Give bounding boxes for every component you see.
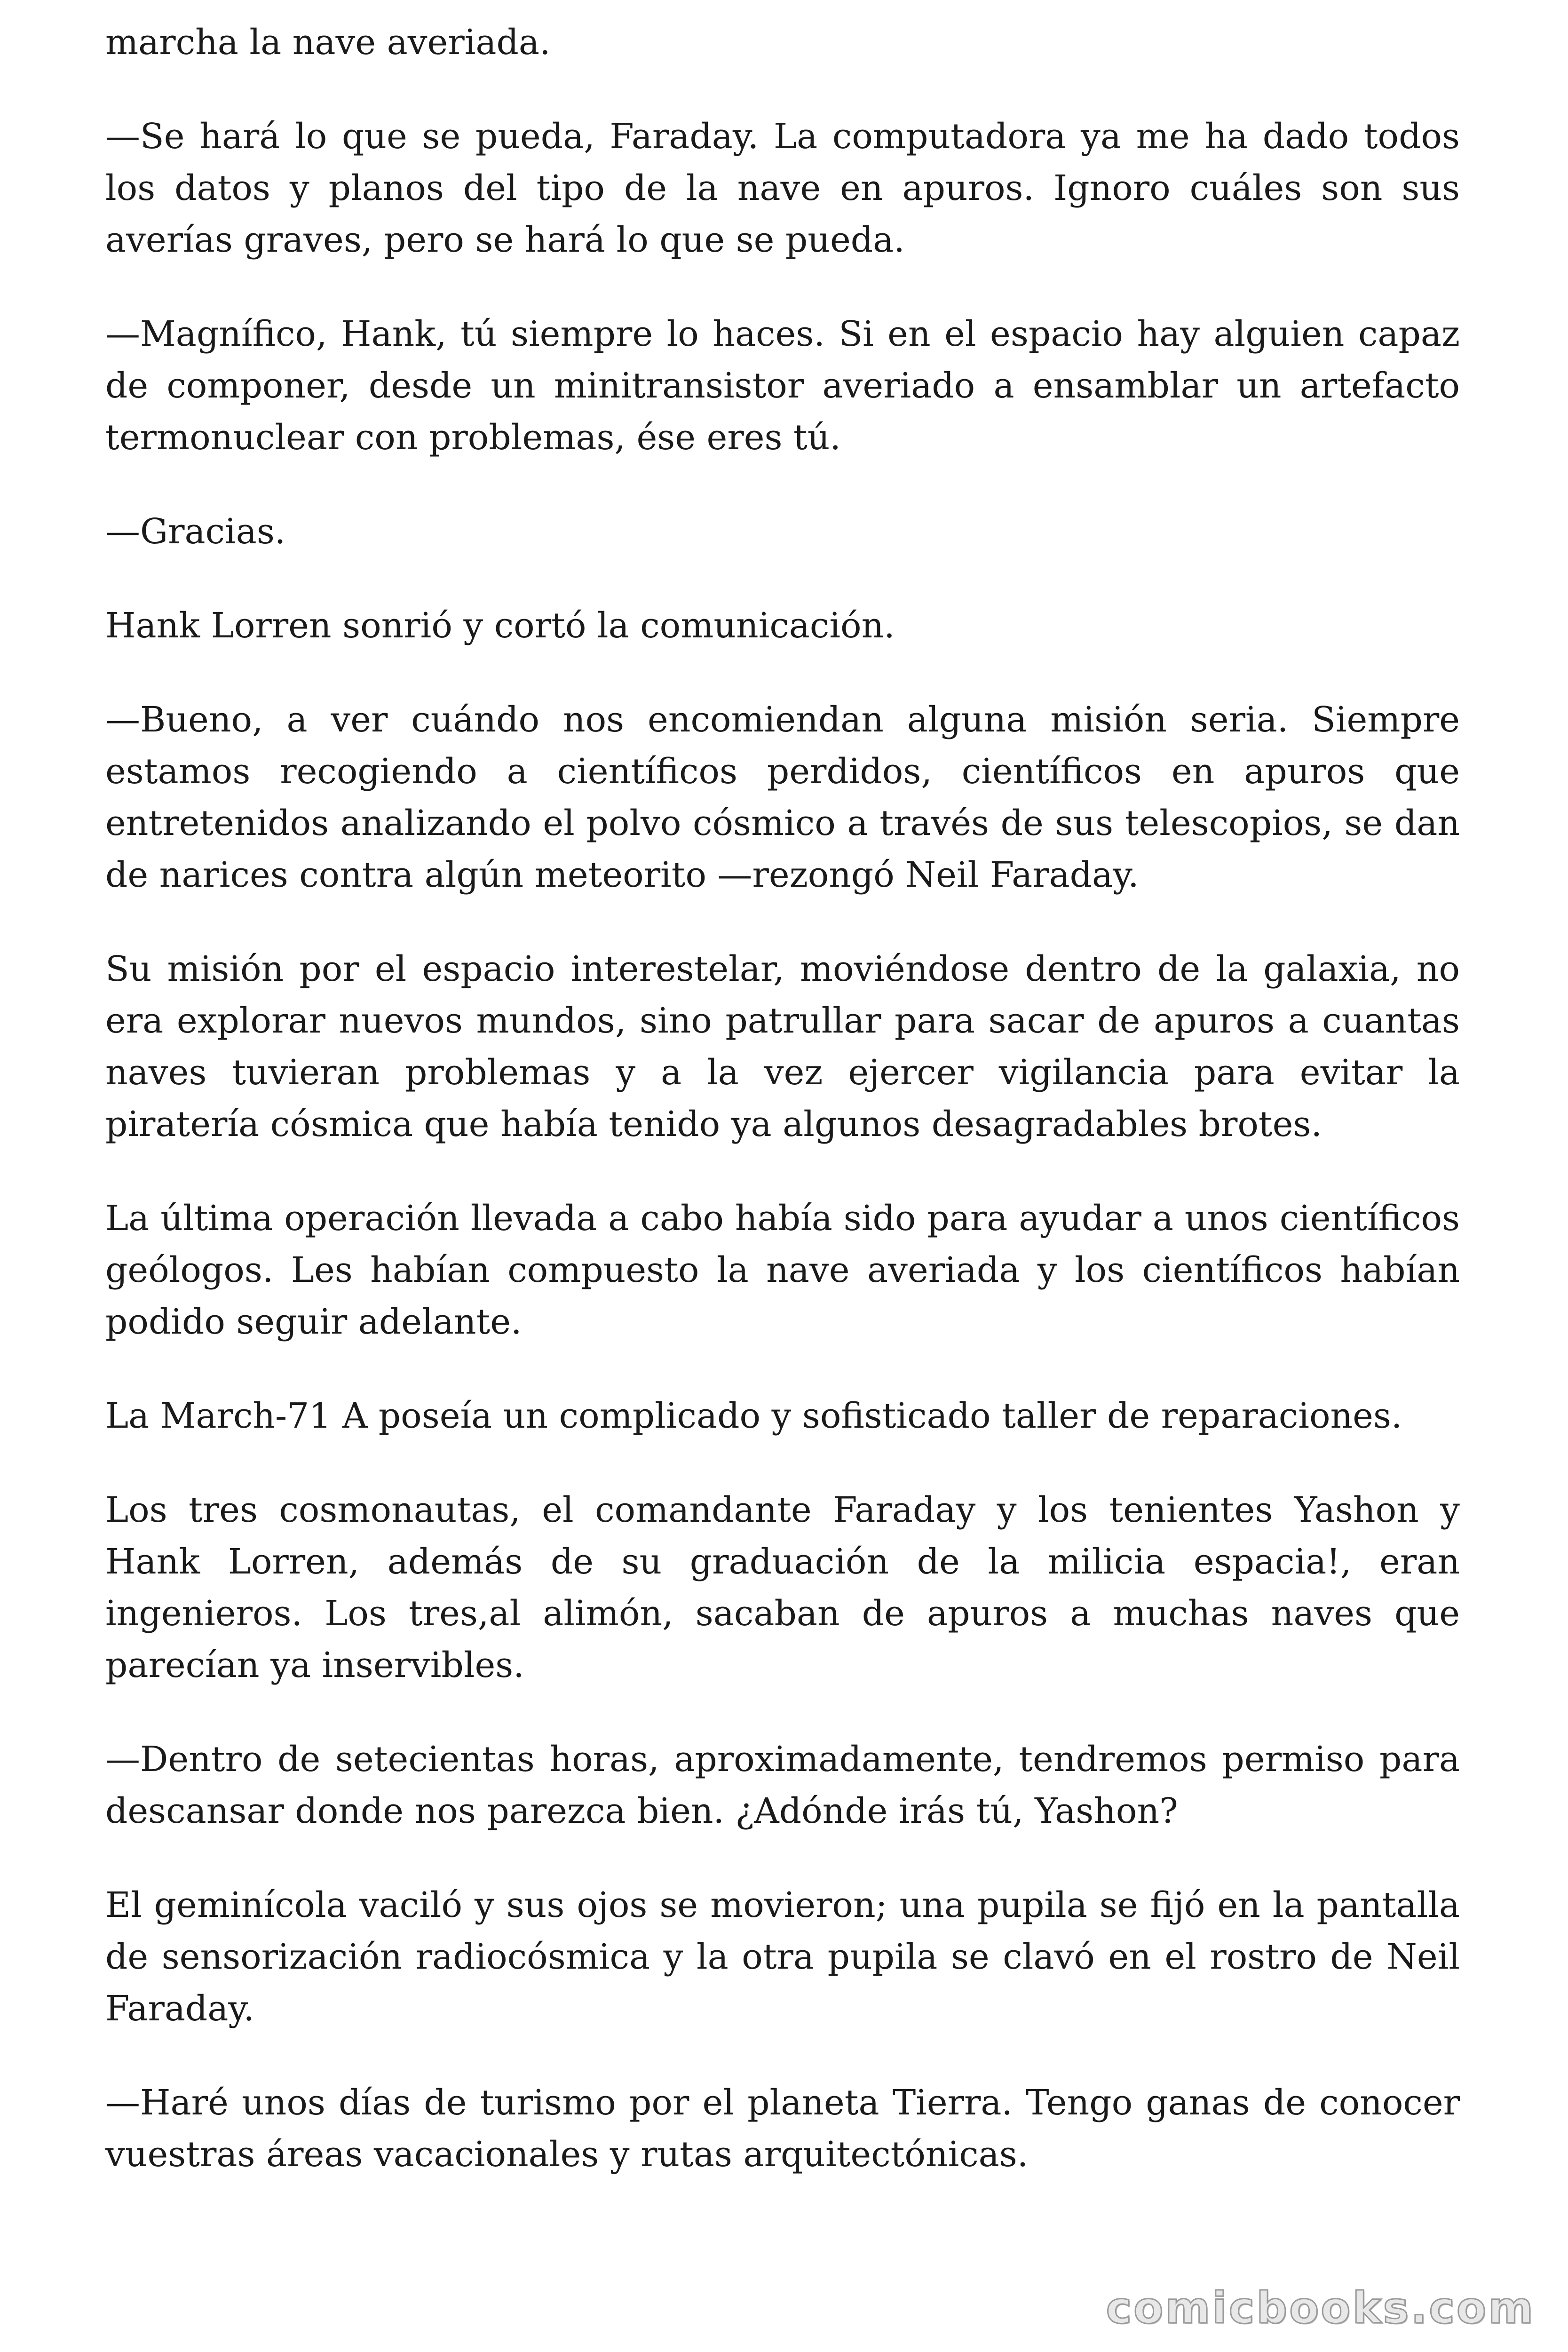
paragraph: —Se hará lo que se pueda, Faraday. La computadora ya me ha dado todos los datos y planos del tipo de la nave en apuros. Ignoro cuáles son sus averías graves, pero se hará lo que se pueda. (105, 116, 1460, 260)
paragraph: Hank Lorren sonrió y cortó la comunicación. (105, 605, 895, 646)
paragraph: —Magnífico, Hank, tú siempre lo haces. Si en el espacio hay alguien capaz de componer, desde un minitransistor averiado a ensamblar un artefacto termonuclear con problemas, ése eres tú. (105, 314, 1460, 458)
paragraph: La última operación llevada a cabo había sido para ayudar a unos científicos geólogos. Les habían compuesto la nave averiada y los científicos habían podido seguir adelante. (105, 1198, 1460, 1342)
paragraph: —Gracias. (105, 511, 286, 552)
paragraph: —Bueno, a ver cuándo nos encomiendan alguna misión seria. Siempre estamos recogiendo a científicos perdidos, científicos en apuros que entretenidos analizando el polvo cósmico a través de sus telescopios, se dan de narices contra algún meteorito —rezongó Neil Faraday. (105, 699, 1460, 895)
paragraph: La March-71 A poseía un complicado y sofisticado taller de reparaciones. (105, 1396, 1402, 1436)
paragraph: marcha la nave averiada. (105, 22, 551, 63)
watermark-logo: comicbooks.com (1106, 2283, 1535, 2333)
paragraph: Los tres cosmonautas, el comandante Faraday y los tenientes Yashon y Hank Lorren, además de su graduación de la milicia espacia!, eran ingenieros. Los tres,al alimón, sacaban de apuros a muchas naves que parecían ya inservibles. (105, 1490, 1460, 1685)
document-page (105, 16, 1460, 2222)
paragraph: El geminícola vaciló y sus ojos se movieron; una pupila se fijó en la pantalla de sensorización radiocósmica y la otra pupila se clavó en el rostro de Neil Faraday. (105, 1885, 1460, 2029)
paragraph: —Dentro de setecientas horas, aproximadamente, tendremos permiso para descansar donde nos parezca bien. ¿Adónde irás tú, Yashon? (105, 1739, 1460, 1831)
paragraph: Su misión por el espacio interestelar, moviéndose dentro de la galaxia, no era explorar nuevos mundos, sino patrullar para sacar de apuros a cuantas naves tuvieran problemas y a la vez ejercer vigilancia para evitar la piratería cósmica que había tenido ya algunos desagradables brotes. (105, 949, 1460, 1144)
paragraph: —Haré unos días de turismo por el planeta Tierra. Tengo ganas de conocer vuestras áreas vacacionales y rutas arquitectónicas. (105, 2082, 1460, 2175)
